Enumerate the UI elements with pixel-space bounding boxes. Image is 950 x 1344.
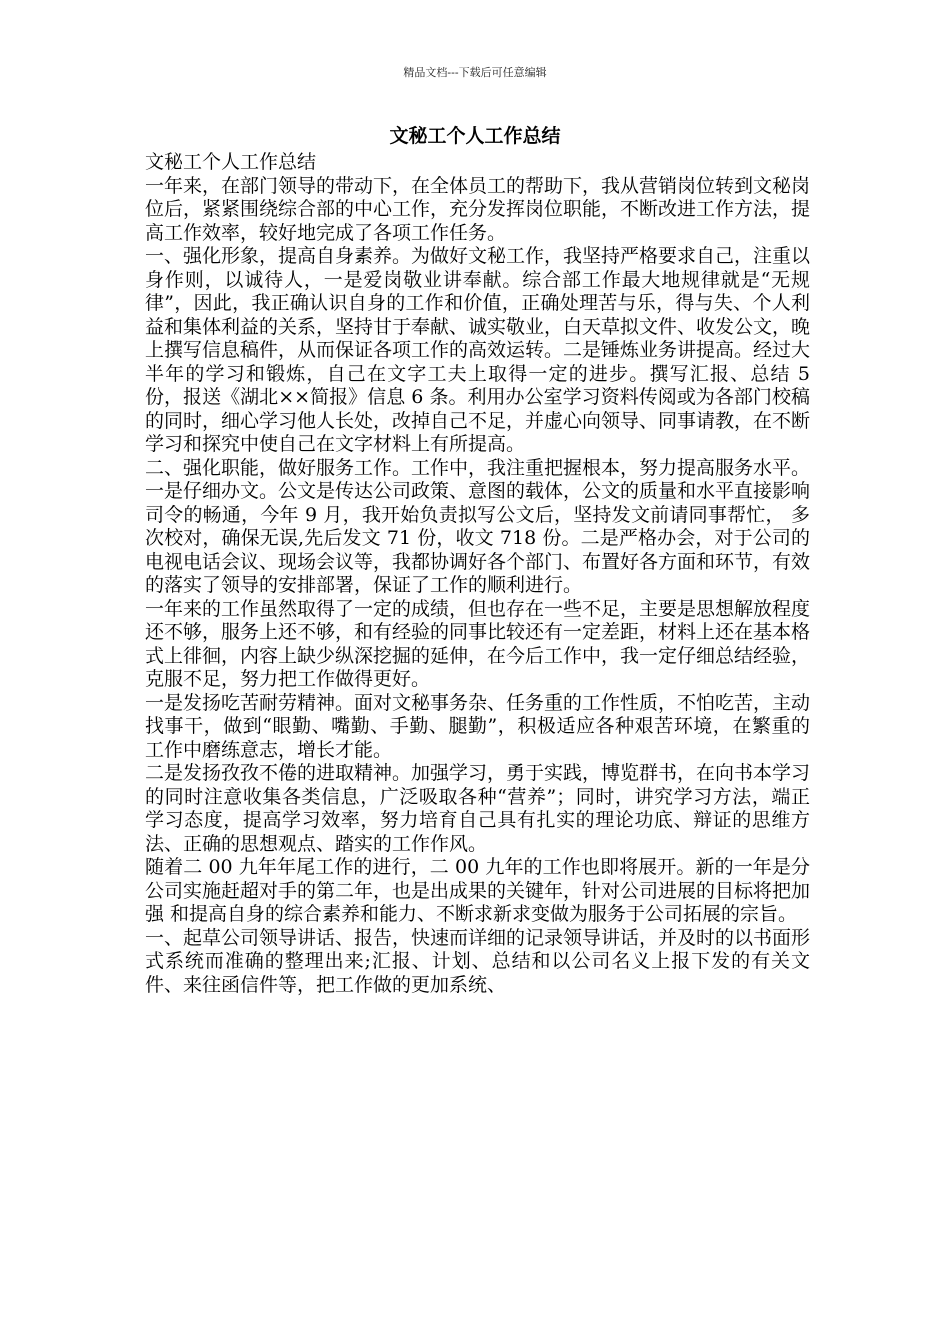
body-paragraph: 一年来，在部门领导的带动下，在全体员工的帮助下，我从营销岗位转到文秘岗位后，紧紧围绕综合部的中心工作，充分发挥岗位职能，不断改进工作方法，提高工作效率，较好地完成了各项工作任务。 bbox=[145, 174, 811, 244]
body-paragraph: 随着二 00 九年年尾工作的进行，二 00 九年的工作也即将展开。新的一年是分公司实施赶超对手的第二年，也是出成果的关键年，针对公司进展的目标将把加强 和提高自身的综合素养和能力、不断求新求变做为服务于公司拓展的宗旨。 bbox=[145, 856, 811, 925]
body-paragraph: 一、起草公司领导讲话、报告，快速而详细的记录领导讲话，并及时的以书面形式系统而准确的整理出来;汇报、计划、总结和以公司名义上报下发的有关文件、来往函信件等，把工作做的更加系统、 bbox=[145, 926, 811, 996]
page-header-note: 精品文档---下载后可任意编辑 bbox=[403, 66, 547, 79]
body-paragraph: 文秘工个人工作总结 bbox=[145, 151, 317, 173]
body-paragraph: 二、强化职能，做好服务工作。工作中，我注重把握根本，努力提高服务水平。一是仔细办文。公文是传达公司政策、意图的载体，公文的质量和水平直接影响司令的畅通，今年 9 月，我开始负责拟写公文后，坚持发文前请同事帮忙， 多次校对，确保无误,先后发文 71 份，收文 718 份。二是严格办会，对于公司的电视电话会议、现场会议等，我都协调好各个部门、布置好各方面和环节，有效的落实了领导的安排部署，保证了工作的顺利进行。 bbox=[145, 456, 811, 596]
document-body bbox=[145, 151, 810, 997]
document-title: 文秘工个人工作总结 bbox=[389, 125, 561, 147]
body-paragraph: 一、强化形象，提高自身素养。为做好文秘工作，我坚持严格要求自己，注重以身作则，以诚待人，一是爱岗敬业讲奉献。综合部工作最大地规律就是“无规律”，因此，我正确认识自身的工作和价值，正确处理苦与乐，得与失、个人利益和集体利益的关系，坚持甘于奉献、诚实敬业，白天草拟文件、收发公文，晚上撰写信息稿件，从而保证各项工作的高效运转。二是锤炼业务讲提高。经过大半年的学习和锻炼，自己在文字工夫上取得一定的进步。撰写汇报、总结 5 份，报送《湖北××简报》信息 6 条。利用办公室学习资料传阅或为各部门校稿的同时，细心学习他人长处，改掉自己不足，并虚心向领导、同事请教，在不断学习和探究中使自己在文字材料上有所提高。 bbox=[145, 245, 811, 455]
body-paragraph: 一是发扬吃苦耐劳精神。面对文秘事务杂、任务重的工作性质，不怕吃苦，主动找事干，做到“眼勤、嘴勤、手勤、腿勤”，积极适应各种艰苦环境，在繁重的工作中磨练意志，增长才能。 bbox=[145, 691, 811, 761]
body-paragraph: 一年来的工作虽然取得了一定的成绩，但也存在一些不足，主要是思想解放程度还不够，服务上还不够，和有经验的同事比较还有一定差距，材料上还在基本格式上徘徊，内容上缺少纵深挖掘的延伸，在今后工作中，我一定仔细总结经验，克服不足，努力把工作做得更好。 bbox=[145, 597, 811, 690]
body-paragraph: 二是发扬孜孜不倦的进取精神。加强学习，勇于实践，博览群书，在向书本学习的同时注意收集各类信息，广泛吸取各种“营养”；同时，讲究学习方法，端正学习态度，提高学习效率，努力培育自己具有扎实的理论功底、辩证的思维方法、正确的思想观点、踏实的工作作风。 bbox=[145, 762, 811, 855]
